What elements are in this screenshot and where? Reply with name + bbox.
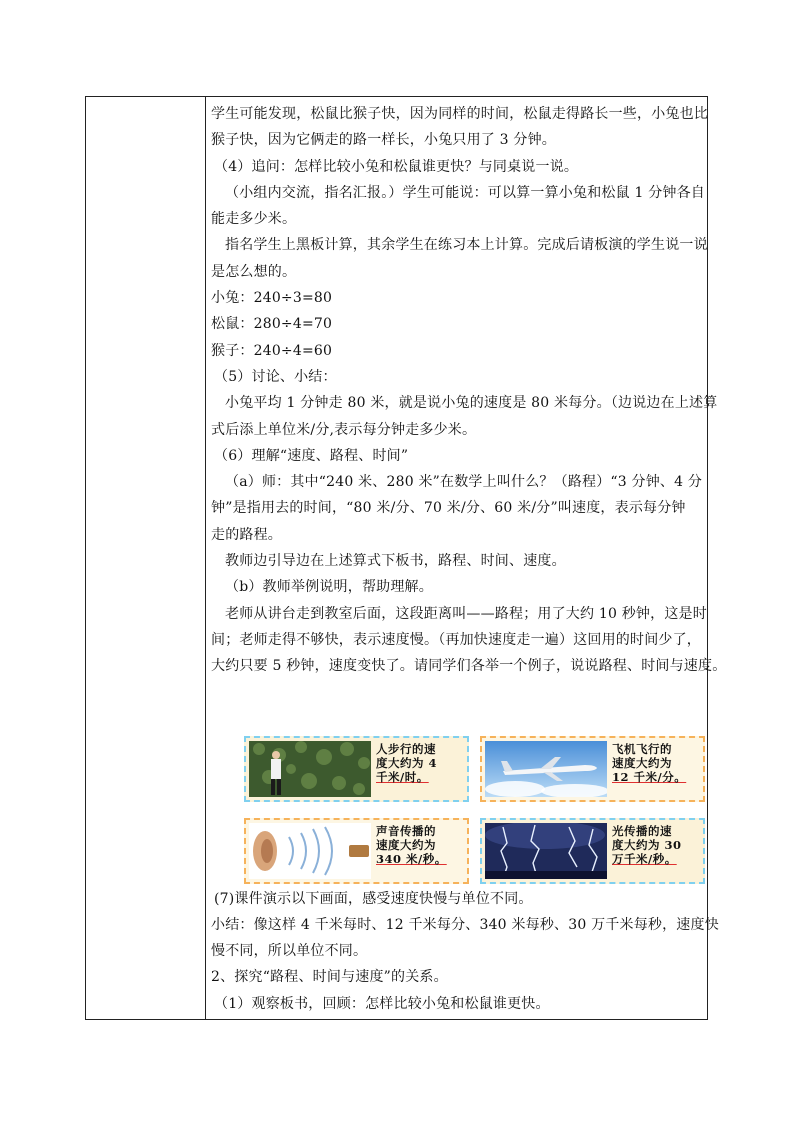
text-line: 慢不同，所以单位不同。 — [211, 943, 368, 960]
text-line: 松鼠：280÷4=70 — [211, 316, 333, 333]
caption-line: 度大约为 30 — [612, 837, 682, 852]
paragraph-block-bottom — [211, 886, 719, 1017]
text-line: 猴子快，因为它俩走的路一样长，小兔只用了 3 分钟。 — [211, 132, 557, 149]
text-line: （6）理解“速度、路程、时间” — [214, 447, 409, 464]
text-line: （b）教师举例说明，帮助理解。 — [225, 579, 433, 596]
text-line: （小组内交流，指名汇报。）学生可能说：可以算一算小兔和松鼠 1 分钟各自 — [225, 184, 706, 201]
text-line: 小兔平均 1 分钟走 80 米，就是说小兔的速度是 80 米每分。（边说边在上述算 — [225, 395, 718, 412]
airplane-photo — [485, 741, 607, 797]
caption-line: 速度大约为 — [612, 755, 672, 770]
caption-line: 速度大约为 — [376, 837, 436, 852]
table-left-column — [86, 97, 206, 1019]
table-content-cell — [205, 97, 727, 1019]
text-line: （4）追问：怎样比较小兔和松鼠谁更快？与同桌说一说。 — [214, 158, 579, 175]
caption-line: 飞机飞行的 — [612, 741, 672, 756]
caption-line: 12 千米/分。 — [612, 769, 687, 784]
caption-line: 光传播的速 — [612, 823, 672, 838]
sound-waves-photo — [249, 823, 371, 879]
text-line: 式后添上单位米/分,表示每分钟走多少米。 — [211, 421, 477, 438]
text-line: 小结：像这样 4 千米每时、12 千米每分、340 米每秒、30 万千米每秒，速度快 — [211, 916, 719, 933]
text-line: （5）讨论、小结： — [214, 368, 337, 385]
paragraph-block-top — [211, 101, 727, 680]
text-line: （1）观察板书，回顾：怎样比较小兔和松鼠谁更快。 — [214, 995, 550, 1012]
text-line: 学生可能发现，松鼠比猴子快，因为同样的时间，松鼠走得路长一些，小兔也比 — [211, 106, 708, 122]
text-line: 是怎么想的。 — [211, 263, 297, 280]
text-line: 走的路程。 — [211, 526, 282, 543]
text-line: （a）师：其中“240 米、280 米”在数学上叫什么？（路程）“3 分钟、4 分 — [225, 474, 703, 491]
card-walking — [244, 736, 469, 802]
text-line: 小兔：240÷3=80 — [211, 290, 333, 307]
card-walking-caption — [376, 742, 464, 784]
caption-line: 万千米/秒。 — [612, 851, 677, 866]
walking-person-photo — [249, 741, 371, 797]
speed-examples-figure — [244, 736, 714, 886]
lightning-photo — [485, 823, 607, 879]
caption-line: 声音传播的 — [376, 823, 436, 838]
caption-line: 千米/时。 — [376, 769, 429, 784]
text-line: 猴子：240÷4=60 — [211, 342, 333, 359]
text-line: 大约只要 5 秒钟，速度变快了。请同学们各举一个例子，说说路程、时间与速度。 — [211, 658, 727, 675]
caption-line: 人步行的速 — [376, 741, 436, 756]
card-airplane-caption — [612, 742, 700, 784]
lesson-table — [85, 96, 727, 1020]
text-line: 教师边引导边在上述算式下板书，路程、时间、速度。 — [225, 553, 566, 570]
card-sound-caption — [376, 824, 464, 866]
text-line: 2、探究“路程、时间与速度”的关系。 — [211, 969, 448, 986]
text-line: 间；老师走得不够快，表示速度慢。（再加快速度走一遍）这回用的时间少了， — [211, 631, 701, 648]
text-line: 钟”是指用去的时间，“80 米/分、70 米/分、60 米/分”叫速度，表示每分钟 — [211, 500, 686, 517]
card-light — [480, 818, 705, 884]
caption-line: 340 米/秒。 — [376, 851, 447, 866]
spacer — [211, 680, 702, 736]
card-airplane — [480, 736, 705, 802]
card-sound — [244, 818, 469, 884]
text-line: 能走多少米。 — [211, 211, 297, 228]
text-line: (7)课件演示以下画面，感受速度快慢与单位不同。 — [214, 890, 533, 907]
card-light-caption — [612, 824, 700, 866]
text-line: 指名学生上黑板计算，其余学生在练习本上计算。完成后请板演的学生说一说 — [225, 237, 708, 254]
text-line: 老师从讲台走到教室后面，这段距离叫——路程；用了大约 10 秒钟，这是时 — [225, 605, 707, 622]
caption-line: 度大约为 4 — [376, 755, 438, 770]
